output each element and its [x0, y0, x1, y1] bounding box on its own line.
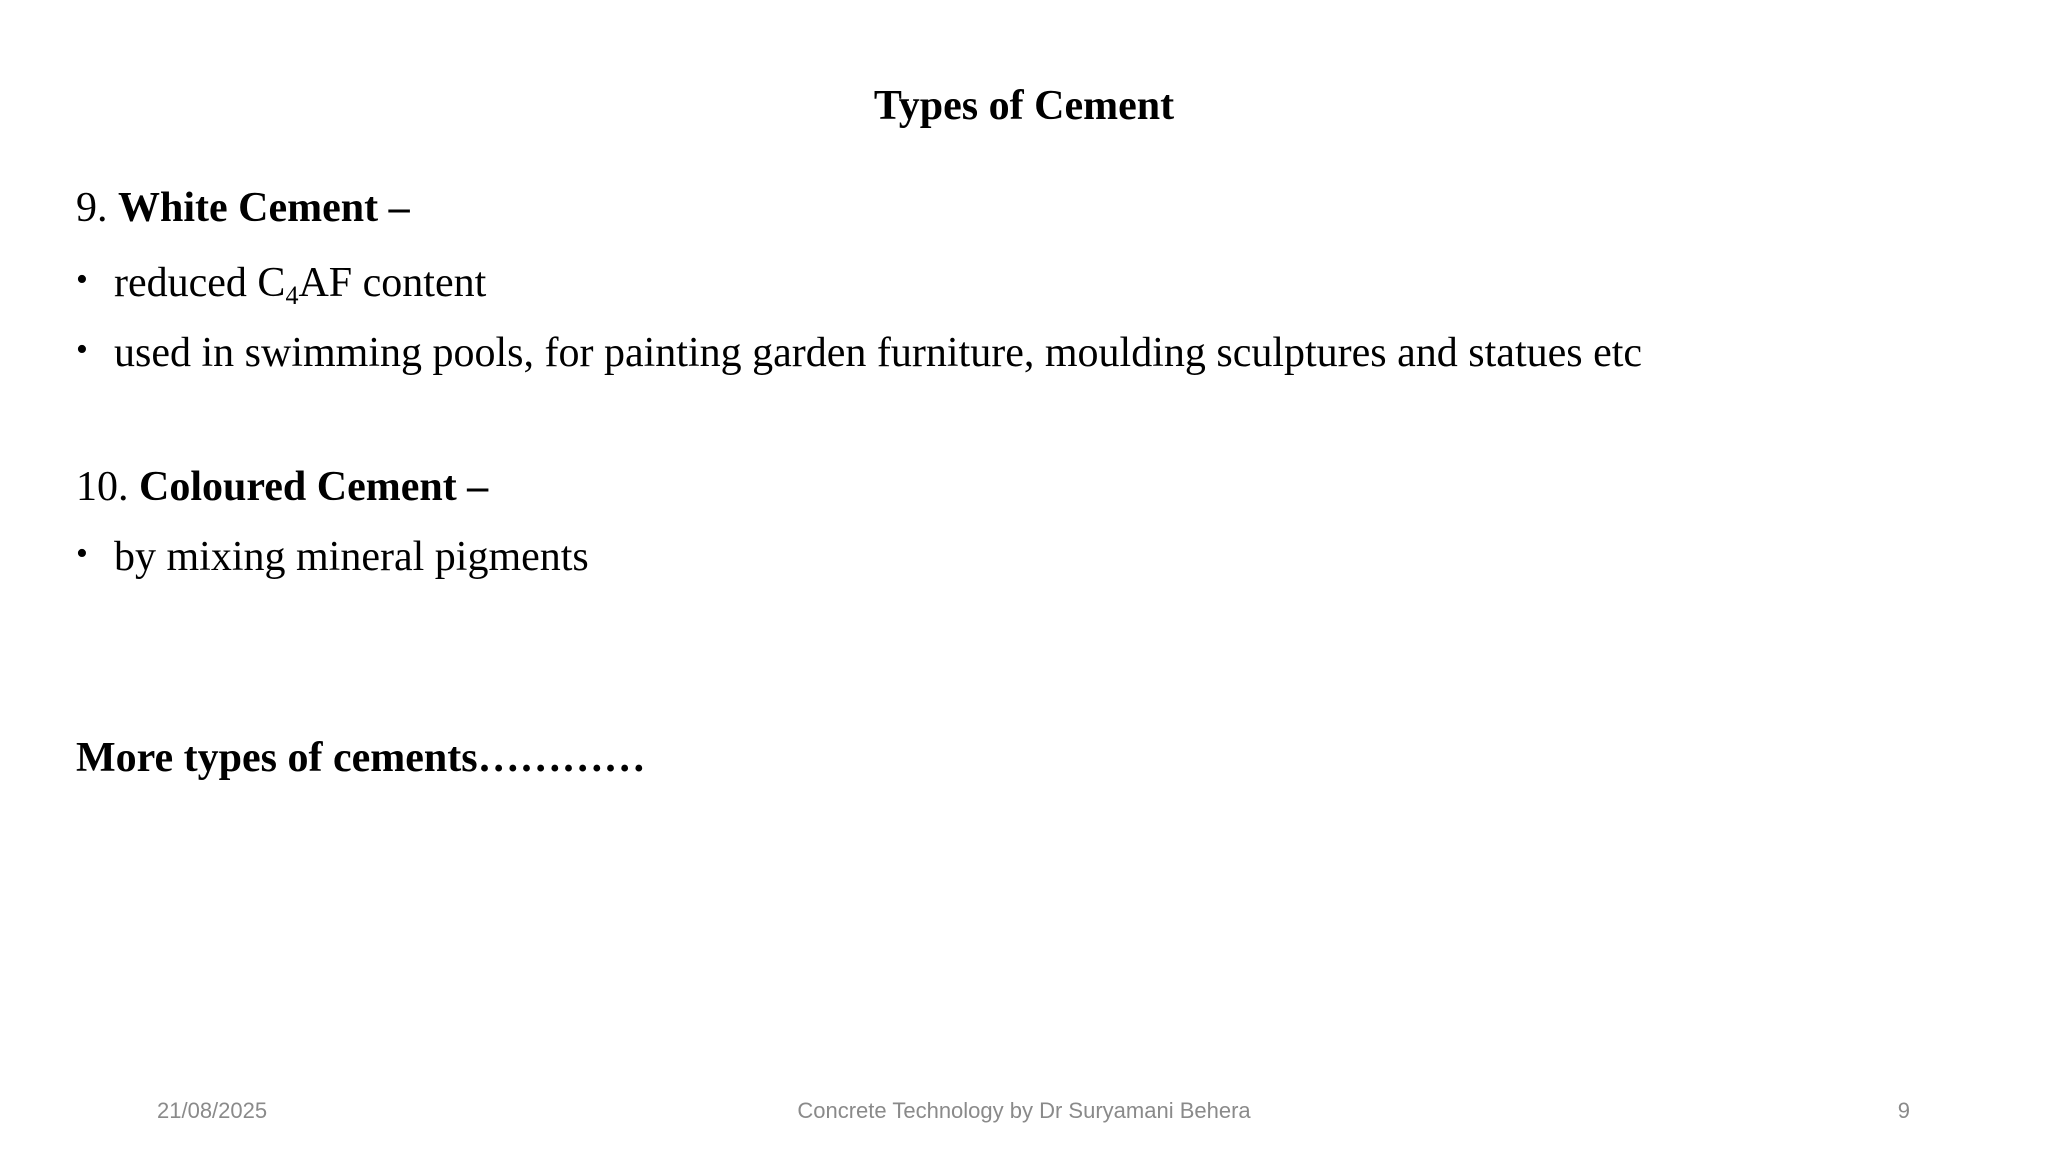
- footer-title: Concrete Technology by Dr Suryamani Behera: [797, 1098, 1251, 1123]
- footer-date: 21/08/2025: [157, 1098, 268, 1123]
- section-name: Coloured Cement –: [139, 464, 489, 510]
- bullet-text-pre: reduced C: [114, 260, 286, 306]
- bullet-icon: •: [76, 331, 88, 368]
- bullet-icon: •: [76, 261, 88, 298]
- bullet-text-post: AF content: [298, 260, 487, 306]
- bullet-text: by mixing mineral pigments: [114, 534, 589, 580]
- section-heading-white-cement: [76, 180, 410, 236]
- bullet-icon: •: [76, 535, 88, 572]
- bullet-text: used in swimming pools, for painting garden furniture, moulding sculptures and statues etc: [114, 330, 1643, 376]
- section-number: 10.: [76, 464, 129, 510]
- footer-page-number: 9: [1897, 1098, 1910, 1123]
- bullet-item: [76, 252, 486, 311]
- section-number: 9.: [76, 185, 108, 231]
- section-heading-coloured-cement: [76, 459, 488, 515]
- section-name: White Cement –: [118, 185, 410, 231]
- more-types-text: More types of cements…………: [76, 735, 646, 781]
- slide-title: Types of Cement: [873, 83, 1175, 129]
- bullet-text-subscript: 4: [285, 281, 299, 310]
- bullet-item: [76, 322, 1642, 381]
- bullet-item: [76, 526, 589, 585]
